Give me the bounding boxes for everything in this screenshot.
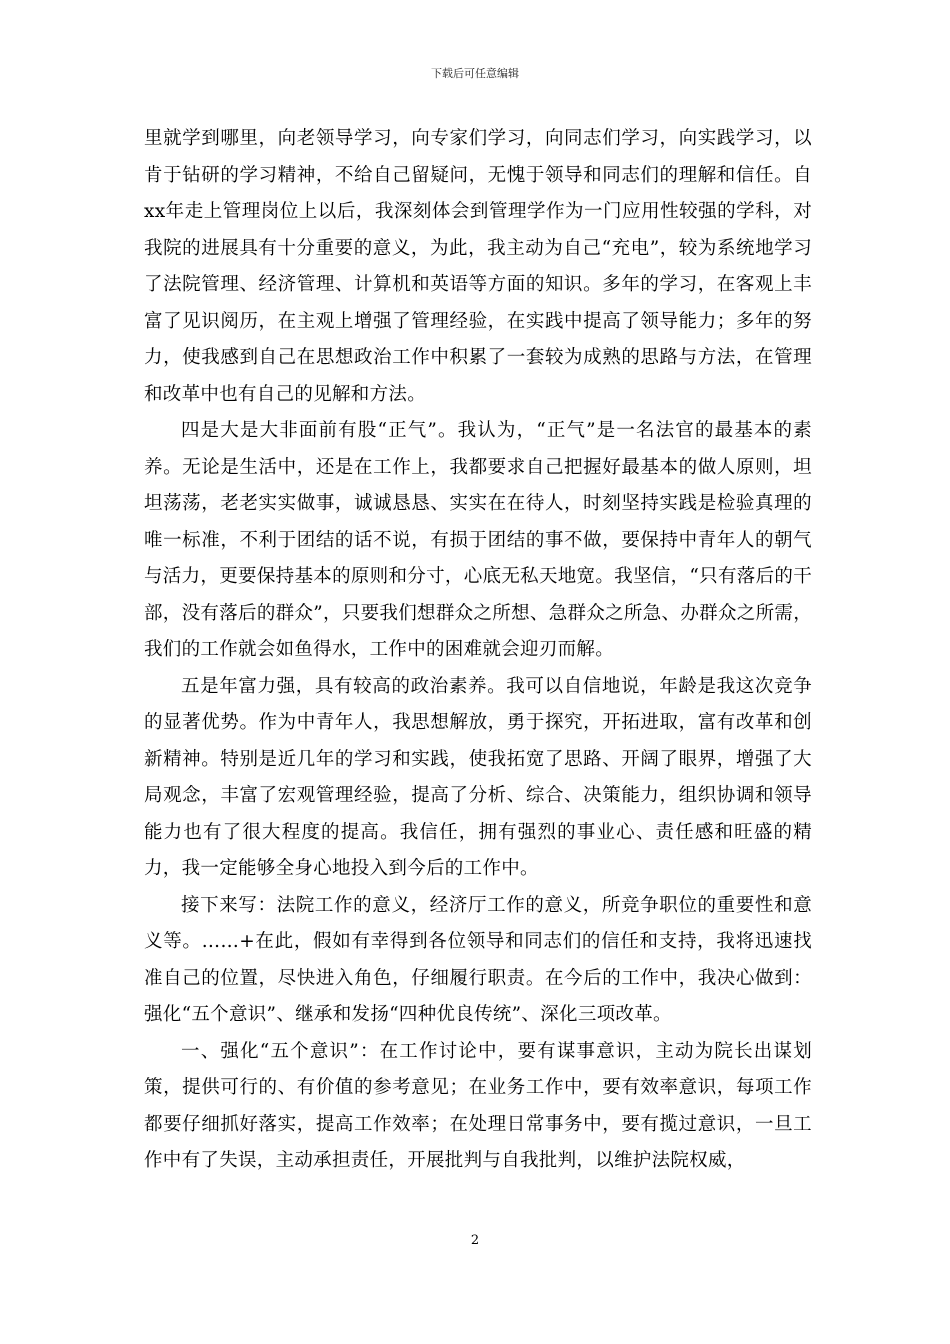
paragraph-five-awareness: 一、强化“五个意识”：在工作讨论中，要有谋事意识，主动为院长出谋划策，提供可行的、有价值的参考意见；在业务工作中，要有效率意识，每项工作都要仔细抓好落实，提高工作效率；在处理日常事务中，要有揽过意识，一旦工作中有了失误，主动承担责任，开展批判与自我批判，以维护法院权威， [144, 1040, 812, 1171]
paragraph-point-five: 五是年富力强，具有较高的政治素养。我可以自信地说，年龄是我这次竞争的显著优势。作为中青年人，我思想解放，勇于探究，开拓进取，富有改革和创新精神。特别是近几年的学习和实践，使我拓宽了思路、开阔了眼界，增强了大局观念，丰富了宏观管理经验，提高了分析、综合、决策能力，组织协调和领导能力也有了很大程度的提高。我信任，拥有强烈的事业心、责任感和旺盛的精力，我一定能够全身心地投入到今后的工作中。 [144, 675, 812, 879]
paragraph-continuation: 里就学到哪里，向老领导学习，向专家们学习，向同志们学习，向实践学习，以肯于钻研的学习精神，不给自己留疑问，无愧于领导和同志们的理解和信任。自xx年走上管理岗位上以后，我深刻体会到管理学作为一门应用性较强的学科，对我院的进展具有十分重要的意义，为此，我主动为自己“充电”，较为系统地学习了法院管理、经济管理、计算机和英语等方面的知识。多年的学习，在客观上丰富了见识阅历，在主观上增强了管理经验，在实践中提高了领导能力；多年的努力，使我感到自己在思想政治工作中积累了一套较为成熟的思路与方法，在管理和改革中也有自己的见解和方法。 [144, 128, 812, 405]
page-header: 下载后可任意编辑 [431, 67, 519, 80]
page-number: 2 [470, 1233, 480, 1248]
document-body [144, 121, 812, 1180]
paragraph-next-steps: 接下来写：法院工作的意义，经济厅工作的意义，所竞争职位的重要性和意义等。……+在此，假如有幸得到各位领导和同志们的信任和支持，我将迅速找准自己的位置，尽快进入角色，仔细履行职责。在今后的工作中，我决心做到：强化“五个意识”、继承和发扬“四种优良传统”、深化三项改革。 [144, 894, 812, 1025]
paragraph-point-four: 四是大是大非面前有股“正气”。我认为，“正气”是一名法官的最基本的素养。无论是生活中，还是在工作上，我都要求自己把握好最基本的做人原则，坦坦荡荡，老老实实做事，诚诚恳恳、实实在在待人，时刻坚持实践是检验真理的唯一标准，不利于团结的话不说，有损于团结的事不做，要保持中青年人的朝气与活力，更要保持基本的原则和分寸，心底无私天地宽。我坚信，“只有落后的干部，没有落后的群众”，只要我们想群众之所想、急群众之所急、办群众之所需，我们的工作就会如鱼得水，工作中的困难就会迎刃而解。 [144, 420, 812, 660]
